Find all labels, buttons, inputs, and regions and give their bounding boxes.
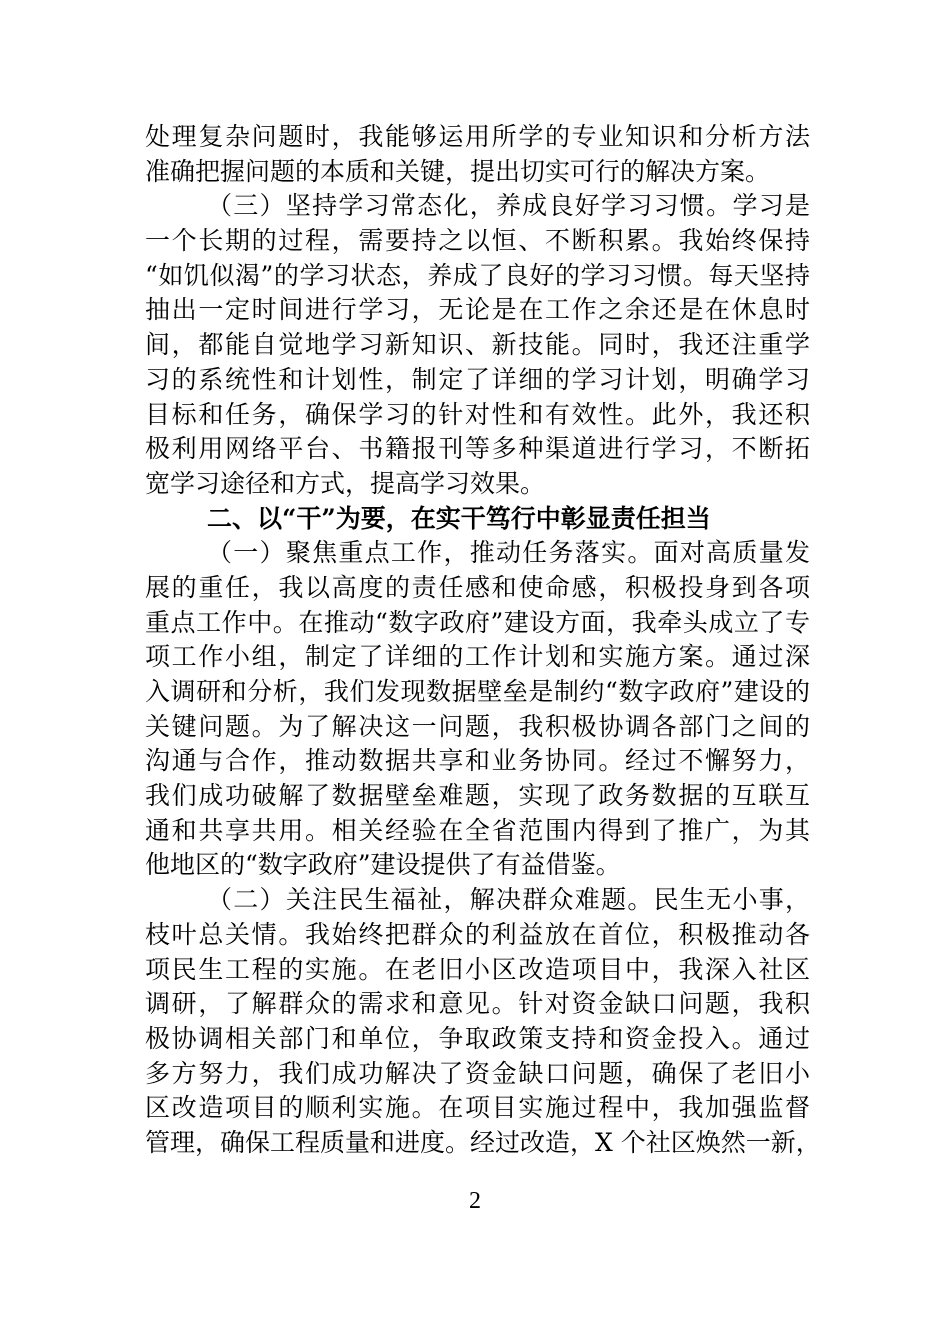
paragraph-line: 处理复杂问题时，我能够运用所学的专业知识和分析方法	[145, 122, 810, 151]
paragraph-line: 宽学习途径和方式，提高学习效果。	[145, 468, 546, 498]
paragraph-line: 区改造项目的顺利实施。在项目实施过程中，我加强监督	[145, 1093, 810, 1123]
body-text	[145, 120, 821, 1161]
paragraph-line: 通和共享共用。相关经验在全省范围内得到了推广，为其	[145, 815, 810, 845]
paragraph-line: 多方努力，我们成功解决了资金缺口问题，确保了老旧小	[145, 1058, 810, 1088]
paragraph-line: 我们成功破解了数据壁垒难题，实现了政务数据的互联互	[145, 781, 810, 811]
paragraph-line: 目标和任务，确保学习的针对性和有效性。此外，我还积	[145, 399, 810, 429]
paragraph-line: （二）关注民生福祉，解决群众难题。民生无小事，	[207, 885, 810, 915]
paragraph-line: 项民生工程的实施。在老旧小区改造项目中，我深入社区	[145, 954, 810, 984]
paragraph-line: 抽出一定时间进行学习，无论是在工作之余还是在休息时	[145, 295, 810, 325]
paragraph-line: 重点工作中。在推动“数字政府”建设方面，我牵头成立了专	[145, 607, 810, 637]
paragraph-line: 项工作小组，制定了详细的工作计划和实施方案。通过深	[145, 642, 810, 672]
paragraph-line: “如饥似渴”的学习状态，养成了良好的学习习惯。每天坚持	[145, 260, 810, 290]
page-number: 2	[469, 1188, 481, 1214]
paragraph-line: 极利用网络平台、书籍报刊等多种渠道进行学习，不断拓	[145, 434, 810, 464]
paragraph-line: 间，都能自觉地学习新知识、新技能。同时，我还注重学	[145, 330, 810, 360]
paragraph-line: 关键问题。为了解决这一问题，我积极协调各部门之间的	[145, 711, 810, 741]
paragraph-line: 入调研和分析，我们发现数据壁垒是制约“数字政府”建设的	[145, 677, 810, 706]
paragraph-line: 展的重任，我以高度的责任感和使命感，积极投身到各项	[145, 572, 810, 602]
paragraph-line: 极协调相关部门和单位，争取政策支持和资金投入。通过	[145, 1023, 810, 1053]
paragraph-line: 管理，确保工程质量和进度。经过改造，X 个社区焕然一新，	[145, 1127, 821, 1157]
paragraph-line: 他地区的“数字政府”建设提供了有益借鉴。	[145, 850, 621, 880]
paragraph-line: 一个长期的过程，需要持之以恒、不断积累。我始终保持	[145, 226, 810, 256]
section-heading: 二、以“干”为要，在实干笃行中彰显责任担当	[207, 503, 711, 533]
paragraph-line: 准确把握问题的本质和关键，提出切实可行的解决方案。	[145, 156, 771, 186]
paragraph-line: （一）聚焦重点工作，推动任务落实。面对高质量发	[207, 538, 810, 568]
paragraph-line: 调研，了解群众的需求和意见。针对资金缺口问题，我积	[145, 989, 810, 1019]
paragraph-line: 枝叶总关情。我始终把群众的利益放在首位，积极推动各	[145, 919, 810, 949]
paragraph-line: 沟通与合作，推动数据共享和业务协同。经过不懈努力，	[145, 746, 810, 776]
paragraph-line: （三）坚持学习常态化，养成良好学习习惯。学习是	[207, 191, 810, 221]
paragraph-line: 习的系统性和计划性，制定了详细的学习计划，明确学习	[145, 364, 810, 394]
